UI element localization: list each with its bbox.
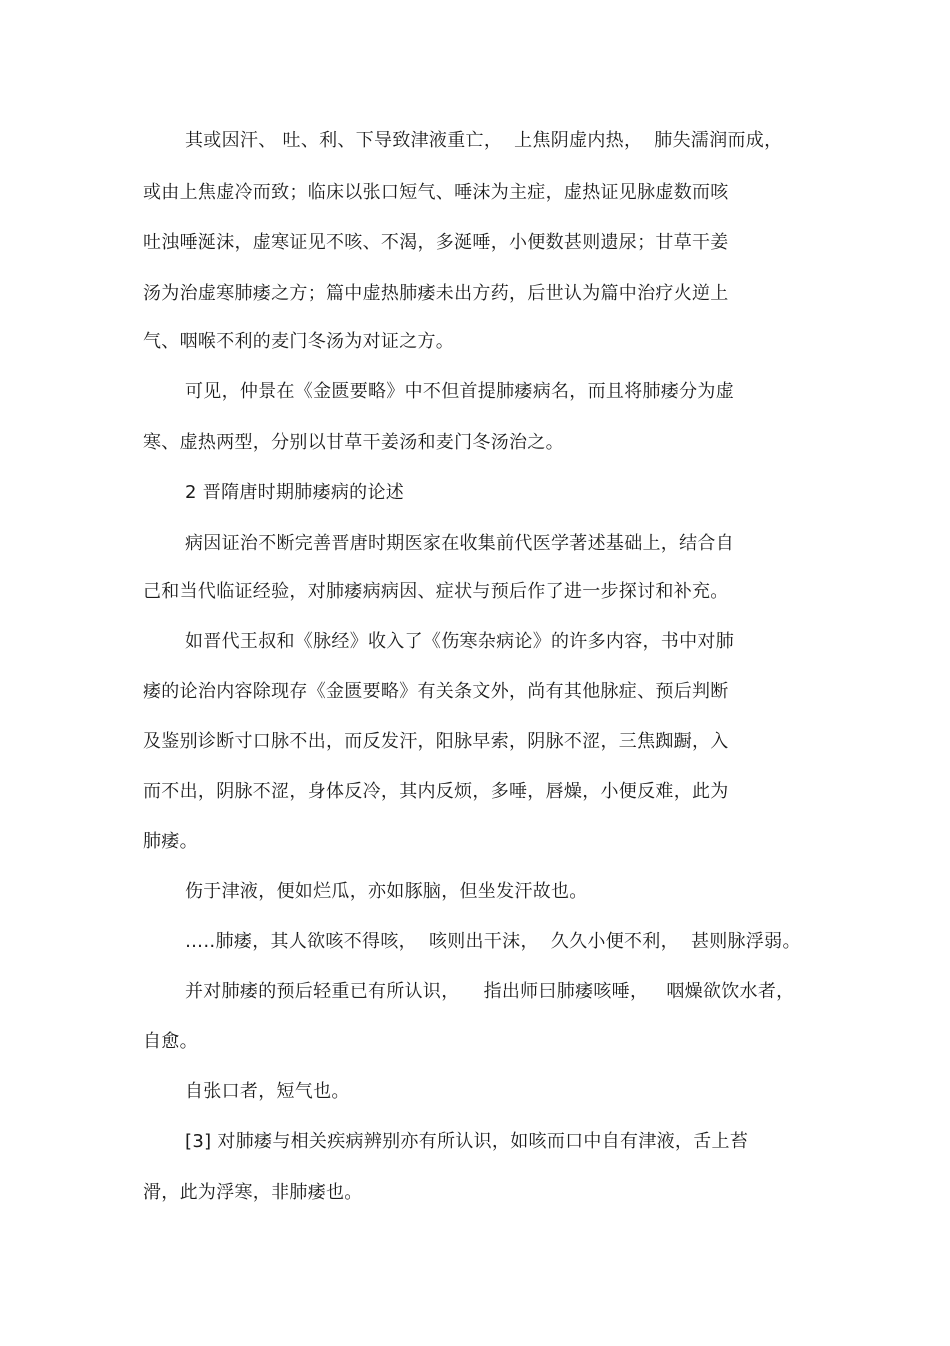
paragraph-line: 而不出，阴脉不涩，身体反冷，其内反烦，多唾，唇燥，小便反难，此为 — [143, 781, 729, 802]
paragraph-line: 汤为治虚寒肺痿之方；篇中虚热肺痿未出方药，后世认为篇中治疗火逆上 — [143, 283, 729, 304]
paragraph-line: 伤于津液，便如烂瓜，亦如豚脑，但坐发汗故也。 — [185, 881, 588, 902]
paragraph-line: 肺痿。 — [143, 831, 198, 852]
paragraph-line: 并对肺痿的预后轻重已有所认识， 指出师曰肺痿咳唾， 咽燥欲饮水者， — [185, 981, 795, 1002]
paragraph-line: 己和当代临证经验，对肺痿病病因、症状与预后作了进一步探讨和补充。 — [143, 581, 729, 602]
section-heading: 2 晋隋唐时期肺痿病的论述 — [185, 482, 405, 503]
paragraph-line: 其或因汗、 吐、利、下导致津液重亡， 上焦阴虚内热， 肺失濡润而成， — [185, 130, 783, 151]
paragraph-line: 痿的论治内容除现存《金匮要略》有关条文外，尚有其他脉症、预后判断 — [143, 681, 729, 702]
paragraph-line: 及鉴别诊断寸口脉不出，而反发汗，阳脉早索，阴脉不涩，三焦踟蹰，入 — [143, 731, 729, 752]
paragraph-line: 或由上焦虚冷而致；临床以张口短气、唾沫为主症，虚热证见脉虚数而咳 — [143, 182, 729, 203]
paragraph-line: 吐浊唾涎沫，虚寒证见不咳、不渴，多涎唾，小便数甚则遗尿；甘草干姜 — [143, 232, 729, 253]
paragraph-line: 如晋代王叔和《脉经》收入了《伤寒杂病论》的许多内容，书中对肺 — [185, 631, 734, 652]
paragraph-line: 自愈。 — [143, 1031, 198, 1052]
paragraph-line: 自张口者，短气也。 — [185, 1081, 350, 1102]
paragraph-line: 病因证治不断完善晋唐时期医家在收集前代医学著述基础上，结合自 — [185, 533, 734, 554]
paragraph-line: …‥肺痿，其人欲咳不得咳， 咳则出干沫， 久久小便不利， 甚则脉浮弱。 — [185, 931, 801, 952]
paragraph-line: 寒、虚热两型，分别以甘草干姜汤和麦门冬汤治之。 — [143, 432, 564, 453]
paragraph-line: 滑，此为浮寒，非肺痿也。 — [143, 1182, 363, 1203]
paragraph-line: 气、咽喉不利的麦门冬汤为对证之方。 — [143, 331, 455, 352]
paragraph-line: [3] 对肺痿与相关疾病辨别亦有所认识，如咳而口中自有津液，舌上苔 — [185, 1131, 749, 1152]
paragraph-line: 可见，仲景在《金匮要略》中不但首提肺痿病名，而且将肺痿分为虚 — [185, 381, 734, 402]
